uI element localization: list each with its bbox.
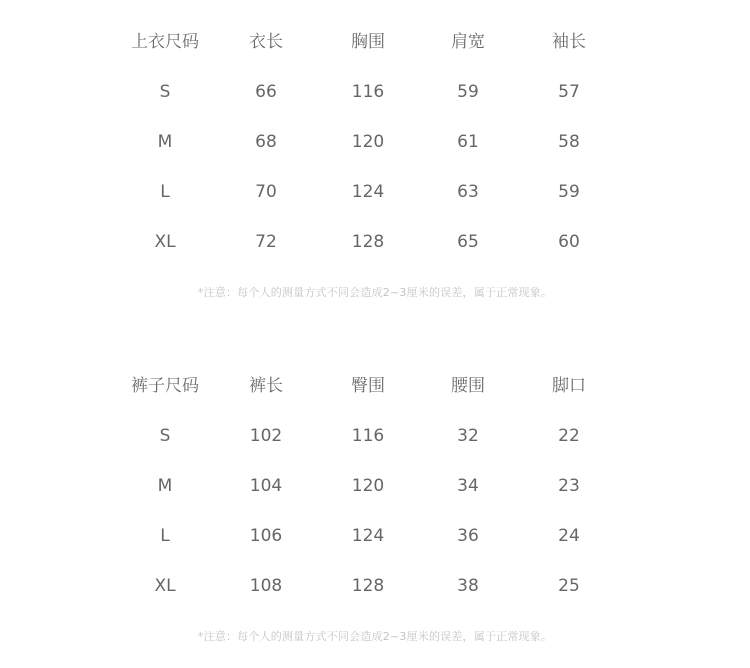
value-cell: 24	[558, 526, 580, 546]
table-row	[0, 418, 750, 468]
value-cell: 108	[249, 576, 283, 596]
table-row	[0, 518, 750, 568]
value-cell: 59	[558, 182, 580, 202]
value-cell: 116	[351, 426, 385, 446]
header-cell: 脚口	[552, 376, 586, 396]
top-table-header-row	[0, 24, 750, 74]
value-cell: 116	[351, 82, 385, 102]
value-cell: 72	[255, 232, 277, 252]
value-cell: 65	[457, 232, 479, 252]
size-cell: S	[159, 426, 171, 446]
pants-table-header-row	[0, 368, 750, 418]
value-cell: 124	[351, 182, 385, 202]
header-cell: 上衣尺码	[131, 32, 199, 52]
table-row	[0, 568, 750, 618]
value-cell: 36	[457, 526, 479, 546]
table-row	[0, 224, 750, 274]
value-cell: 102	[249, 426, 283, 446]
value-cell: 57	[558, 82, 580, 102]
value-cell: 59	[457, 82, 479, 102]
size-cell: L	[160, 182, 170, 202]
value-cell: 58	[558, 132, 580, 152]
header-cell: 裤子尺码	[131, 376, 199, 396]
value-cell: 66	[255, 82, 277, 102]
value-cell: 68	[255, 132, 277, 152]
table-row	[0, 468, 750, 518]
header-cell: 胸围	[351, 32, 385, 52]
value-cell: 128	[351, 576, 385, 596]
value-cell: 61	[457, 132, 479, 152]
header-cell: 肩宽	[451, 32, 485, 52]
top-size-table	[0, 24, 750, 274]
size-cell: XL	[154, 576, 176, 596]
value-cell: 120	[351, 476, 385, 496]
value-cell: 104	[249, 476, 283, 496]
header-cell: 袖长	[552, 32, 586, 52]
value-cell: 70	[255, 182, 277, 202]
measurement-note: *注意：每个人的测量方式不同会造成2~3厘米的误差，属于正常现象。	[197, 286, 553, 299]
table-row	[0, 74, 750, 124]
value-cell: 34	[457, 476, 479, 496]
value-cell: 60	[558, 232, 580, 252]
table-row	[0, 124, 750, 174]
header-cell: 衣长	[249, 32, 283, 52]
value-cell: 32	[457, 426, 479, 446]
value-cell: 106	[249, 526, 283, 546]
value-cell: 22	[558, 426, 580, 446]
value-cell: 128	[351, 232, 385, 252]
measurement-note: *注意：每个人的测量方式不同会造成2~3厘米的误差，属于正常现象。	[197, 630, 553, 643]
size-cell: M	[157, 476, 173, 496]
value-cell: 23	[558, 476, 580, 496]
pants-size-table	[0, 368, 750, 618]
size-cell: L	[160, 526, 170, 546]
size-cell: S	[159, 82, 171, 102]
value-cell: 63	[457, 182, 479, 202]
value-cell: 25	[558, 576, 580, 596]
value-cell: 120	[351, 132, 385, 152]
header-cell: 腰围	[451, 376, 485, 396]
size-cell: M	[157, 132, 173, 152]
size-cell: XL	[154, 232, 176, 252]
value-cell: 124	[351, 526, 385, 546]
header-cell: 裤长	[249, 376, 283, 396]
header-cell: 臀围	[351, 376, 385, 396]
table-row	[0, 174, 750, 224]
value-cell: 38	[457, 576, 479, 596]
